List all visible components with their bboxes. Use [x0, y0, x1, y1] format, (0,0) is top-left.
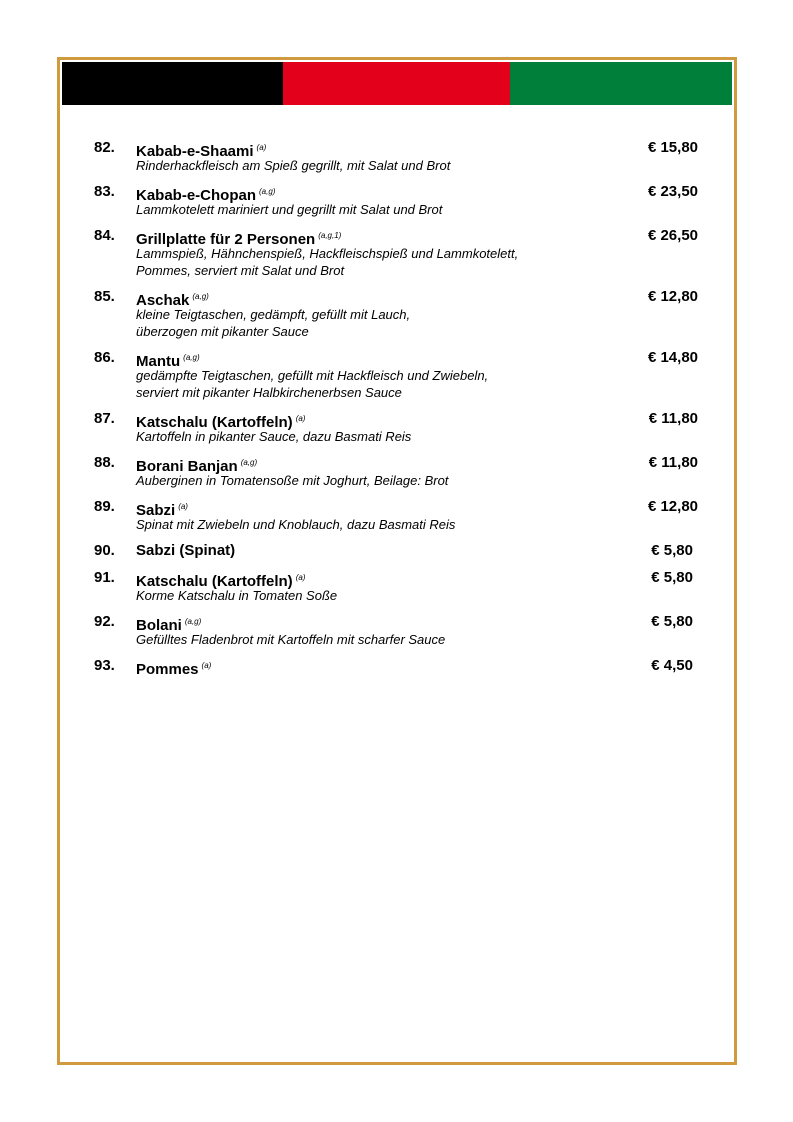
item-price: € 5,80	[651, 569, 693, 586]
item-name: Bolani $^{(a,g)}$	[136, 617, 202, 634]
item-name: Katschalu (Kartoffeln) $^{(a)}$	[136, 414, 306, 431]
item-description: Gefülltes Fladenbrot mit Kartoffeln mit scharfer Sauce	[136, 632, 446, 647]
allergen-codes: (a,g)	[184, 617, 202, 626]
flag-stripe-black	[62, 62, 283, 105]
item-number: 92.	[94, 613, 115, 630]
item-price: € 12,80	[647, 498, 698, 515]
item-description: kleine Teigtaschen, gedämpft, gefüllt mit Lauch, überzogen mit pikanter Sauce	[136, 307, 411, 339]
item-price: € 14,80	[647, 349, 698, 366]
allergen-codes: (a,g,1)	[318, 231, 342, 240]
item-number: 87.	[94, 410, 115, 427]
item-name: Sabzi $^{(a)}$	[136, 502, 188, 519]
allergen-codes: (a,g)	[192, 292, 209, 301]
item-description: Kartoffeln in pikanter Sauce, dazu Basmati Reis	[136, 429, 412, 444]
item-price: € 11,80	[648, 410, 698, 427]
item-number: 91.	[94, 569, 115, 586]
item-name: Grillplatte für 2 Personen $^{(a,g,1)}$	[136, 231, 342, 248]
item-name: Mantu $^{(a,g)}$	[136, 353, 200, 370]
item-price: € 23,50	[647, 183, 698, 200]
item-description: Auberginen in Tomatensoße mit Joghurt, Beilage: Brot	[136, 473, 449, 488]
item-name: Borani Banjan $^{(a,g)}$	[136, 458, 258, 475]
item-price: € 11,80	[648, 454, 698, 471]
flag-stripe-green	[510, 62, 732, 105]
item-name: Katschalu (Kartoffeln) $^{(a)}$	[136, 573, 306, 590]
item-number: 89.	[94, 498, 115, 515]
item-name: Kabab-e-Chopan $^{(a,g)}$	[136, 187, 276, 204]
allergen-codes: (a)	[256, 143, 267, 152]
item-description: Rinderhackfleisch am Spieß gegrillt, mit Salat und Brot	[136, 158, 451, 173]
flag-banner	[62, 62, 732, 105]
allergen-codes: (a)	[295, 573, 306, 582]
item-number: 83.	[94, 183, 115, 200]
item-number: 84.	[94, 227, 115, 244]
item-number: 90.	[94, 542, 115, 559]
item-number: 82.	[94, 139, 115, 156]
item-price: € 15,80	[647, 139, 698, 156]
item-price: € 4,50	[651, 657, 693, 674]
allergen-codes: (a)	[178, 502, 188, 511]
item-description: Korme Katschalu in Tomaten Soße	[136, 588, 338, 603]
allergen-codes: (a,g)	[183, 353, 200, 362]
item-number: 85.	[94, 288, 115, 305]
item-name: Sabzi (Spinat)	[136, 542, 236, 559]
allergen-codes: (a,g)	[240, 458, 258, 467]
item-price: € 5,80	[651, 542, 693, 559]
item-price: € 26,50	[647, 227, 698, 244]
allergen-codes: (a)	[295, 414, 306, 423]
allergen-codes: (a,g)	[259, 187, 276, 196]
item-description: Lammspieß, Hähnchenspieß, Hackfleischspieß und Lammkotelett, Pommes, serviert mit Salat und Brot	[136, 246, 519, 278]
item-name: Pommes $^{(a)}$	[136, 661, 212, 678]
item-description: Lammkotelett mariniert und gegrillt mit Salat und Brot	[136, 202, 443, 217]
item-number: 86.	[94, 349, 115, 366]
item-description: Spinat mit Zwiebeln und Knoblauch, dazu Basmati Reis	[136, 517, 456, 532]
item-number: 93.	[94, 657, 115, 674]
item-price: € 12,80	[647, 288, 698, 305]
item-name: Kabab-e-Shaami $^{(a)}$	[136, 143, 267, 160]
allergen-codes: (a)	[201, 661, 212, 670]
item-number: 88.	[94, 454, 115, 471]
item-description: gedämpfte Teigtaschen, gefüllt mit Hackfleisch und Zwiebeln, serviert mit pikanter Halbkirchenerbsen Sauce	[136, 368, 489, 400]
item-name: Aschak $^{(a,g)}$	[136, 292, 209, 309]
item-price: € 5,80	[651, 613, 693, 630]
flag-stripe-red	[283, 62, 510, 105]
